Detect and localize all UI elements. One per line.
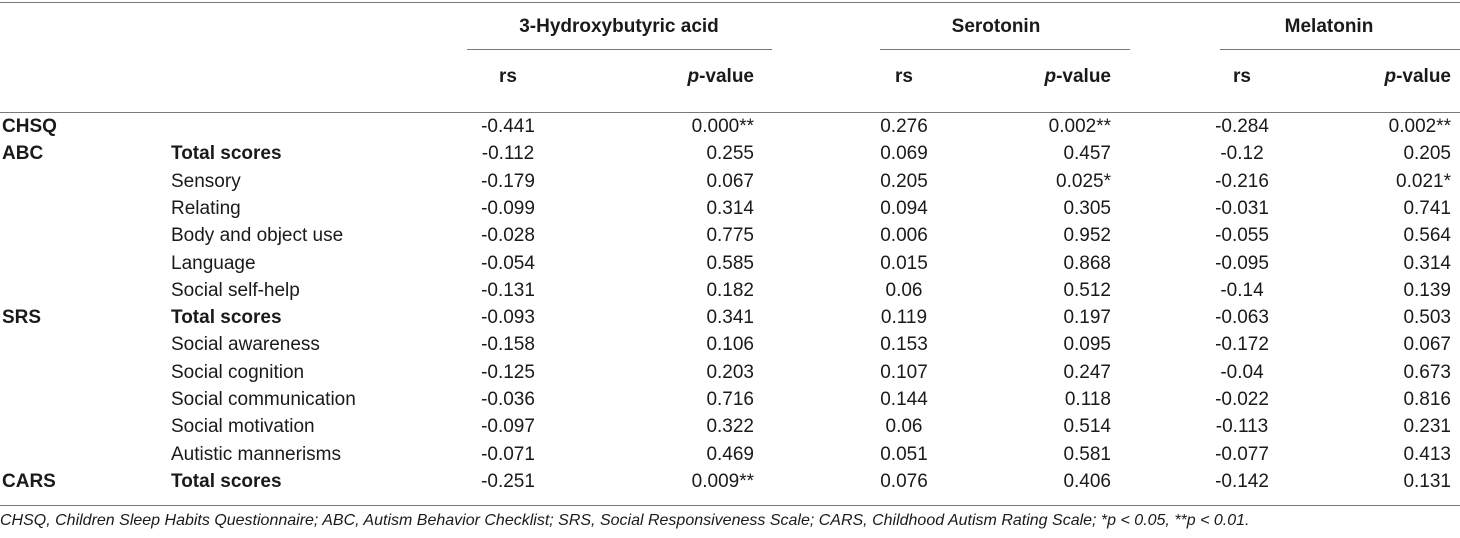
p-value: 0.952 — [1063, 225, 1111, 247]
p-italic-text: p — [1044, 66, 1057, 87]
rs-value: -0.172 — [1215, 334, 1269, 356]
p-value: 0.139 — [1403, 279, 1451, 301]
p-value: 0.314 — [1403, 252, 1451, 274]
item-label: Body and object use — [171, 225, 344, 247]
rs-value: -0.099 — [481, 197, 535, 219]
p-value: 0.406 — [1063, 470, 1111, 492]
item-label: Social cognition — [171, 361, 305, 383]
p-value: 0.197 — [1063, 307, 1111, 329]
p-value: 0.203 — [706, 361, 754, 383]
rs-value: 0.015 — [880, 252, 928, 274]
p-value: 0.002** — [1388, 116, 1451, 137]
p-value: 0.816 — [1403, 389, 1451, 410]
rs-value: 0.094 — [880, 197, 928, 219]
p-value: 0.067 — [1403, 334, 1451, 356]
rs-value: -0.113 — [1215, 416, 1269, 438]
rs-value: -0.284 — [1215, 116, 1269, 137]
rs-value: -0.077 — [1215, 443, 1269, 465]
p-value: 0.002** — [1048, 116, 1111, 137]
rs-value: 0.205 — [880, 170, 928, 192]
p-value: 0.314 — [706, 197, 754, 219]
rs-header: rs — [895, 66, 913, 87]
item-label: Social communication — [171, 389, 356, 410]
group-header: Melatonin — [1284, 16, 1374, 37]
p-value: 0.469 — [706, 443, 754, 465]
rs-value: 0.119 — [880, 307, 928, 329]
rs-value: 0.076 — [880, 470, 928, 492]
rs-value: -0.12 — [1220, 143, 1264, 165]
p-value: 0.021* — [1396, 170, 1451, 192]
rs-value: -0.055 — [1215, 225, 1269, 247]
scale-label: CHSQ — [2, 116, 57, 137]
rs-header: rs — [499, 66, 517, 87]
rs-value: -0.142 — [1215, 470, 1269, 492]
rs-value: 0.144 — [880, 389, 928, 410]
item-label: Social self-help — [171, 279, 300, 301]
p-value-header — [951, 63, 1111, 90]
rs-value: -0.063 — [1215, 307, 1269, 329]
table-bottom-rule — [0, 505, 1460, 506]
p-value: 0.512 — [1063, 279, 1111, 301]
p-value-header — [1291, 63, 1451, 90]
p-value: 0.514 — [1063, 416, 1111, 438]
p-value: 0.131 — [1403, 470, 1451, 492]
p-suffix-text: -value — [699, 66, 754, 87]
p-value: 0.025* — [1056, 170, 1111, 192]
group-underline — [1220, 49, 1460, 50]
rs-value: -0.095 — [1215, 252, 1269, 274]
rs-value: -0.251 — [481, 470, 535, 492]
rs-value: -0.054 — [481, 252, 535, 274]
rs-value: -0.031 — [1215, 197, 1269, 219]
rs-value: -0.097 — [481, 416, 535, 438]
p-value: 0.205 — [1403, 143, 1451, 165]
rs-value: 0.06 — [885, 416, 923, 438]
rs-value: 0.276 — [880, 116, 928, 137]
p-value: 0.775 — [706, 225, 754, 247]
group-header: Serotonin — [951, 16, 1041, 37]
rs-value: 0.051 — [880, 443, 928, 465]
item-label: Social awareness — [171, 334, 320, 356]
p-value: 0.341 — [706, 307, 754, 329]
rs-value: -0.441 — [481, 116, 535, 137]
rs-value: -0.131 — [481, 279, 535, 301]
group-underline — [880, 49, 1130, 50]
p-value-header — [594, 63, 754, 90]
p-value: 0.868 — [1063, 252, 1111, 274]
group-header: 3-Hydroxybutyric acid — [519, 16, 719, 37]
rs-value: -0.093 — [481, 307, 535, 329]
item-label: Autistic mannerisms — [171, 443, 341, 465]
p-value: 0.564 — [1403, 225, 1451, 247]
p-value: 0.305 — [1063, 197, 1111, 219]
item-label: Social motivation — [171, 416, 315, 438]
rs-value: 0.069 — [880, 143, 928, 165]
rs-value: -0.179 — [481, 170, 535, 192]
scale-label: SRS — [2, 307, 42, 329]
p-value: 0.095 — [1063, 334, 1111, 356]
p-value: 0.457 — [1063, 143, 1111, 165]
p-value: 0.585 — [706, 252, 754, 274]
p-value: 0.118 — [1064, 389, 1111, 410]
rs-value: -0.112 — [481, 143, 535, 165]
rs-value: -0.071 — [481, 443, 535, 465]
rs-value: -0.022 — [1215, 389, 1269, 410]
rs-value: -0.028 — [481, 225, 535, 247]
rs-value: -0.14 — [1220, 279, 1264, 301]
scale-label: ABC — [2, 143, 44, 165]
scale-label: CARS — [2, 470, 56, 492]
p-value: 0.067 — [706, 170, 754, 192]
item-label: Relating — [171, 197, 241, 219]
rs-value: 0.107 — [880, 361, 928, 383]
p-value: 0.413 — [1403, 443, 1451, 465]
p-suffix-text: -value — [1396, 66, 1451, 87]
item-label: Total scores — [171, 470, 282, 492]
p-value: 0.231 — [1403, 416, 1451, 438]
group-underline — [467, 49, 772, 50]
p-value: 0.000** — [691, 116, 754, 137]
item-label: Total scores — [171, 143, 282, 165]
rs-value: 0.006 — [880, 225, 928, 247]
p-suffix-text: -value — [1056, 66, 1111, 87]
table-top-rule — [0, 2, 1460, 3]
p-value: 0.716 — [706, 389, 754, 410]
p-italic-text: p — [1384, 66, 1397, 87]
p-value: 0.503 — [1403, 307, 1451, 329]
item-label: Sensory — [171, 170, 241, 192]
p-value: 0.581 — [1063, 443, 1111, 465]
rs-header: rs — [1233, 66, 1251, 87]
p-value: 0.182 — [706, 279, 754, 301]
p-value: 0.322 — [706, 416, 754, 438]
p-value: 0.106 — [706, 334, 754, 356]
rs-value: -0.04 — [1220, 361, 1264, 383]
rs-value: 0.06 — [885, 279, 923, 301]
p-italic-text: p — [687, 66, 700, 87]
p-value: 0.247 — [1063, 361, 1111, 383]
p-value: 0.673 — [1403, 361, 1451, 383]
p-value: 0.009** — [691, 470, 754, 492]
rs-value: -0.125 — [481, 361, 535, 383]
p-value: 0.741 — [1403, 197, 1451, 219]
rs-value: 0.153 — [880, 334, 928, 356]
rs-value: -0.216 — [1215, 170, 1269, 192]
table-footnote: CHSQ, Children Sleep Habits Questionnaire; ABC, Autism Behavior Checklist; SRS, Social Responsiveness Scale; CARS, Childhood Autism Rating Scale; *p < 0.05, **p < 0.01. — [0, 512, 1250, 529]
rs-value: -0.036 — [481, 389, 535, 410]
p-value: 0.255 — [706, 143, 754, 165]
rs-value: -0.158 — [481, 334, 535, 356]
item-label: Language — [171, 252, 256, 274]
item-label: Total scores — [171, 307, 282, 329]
